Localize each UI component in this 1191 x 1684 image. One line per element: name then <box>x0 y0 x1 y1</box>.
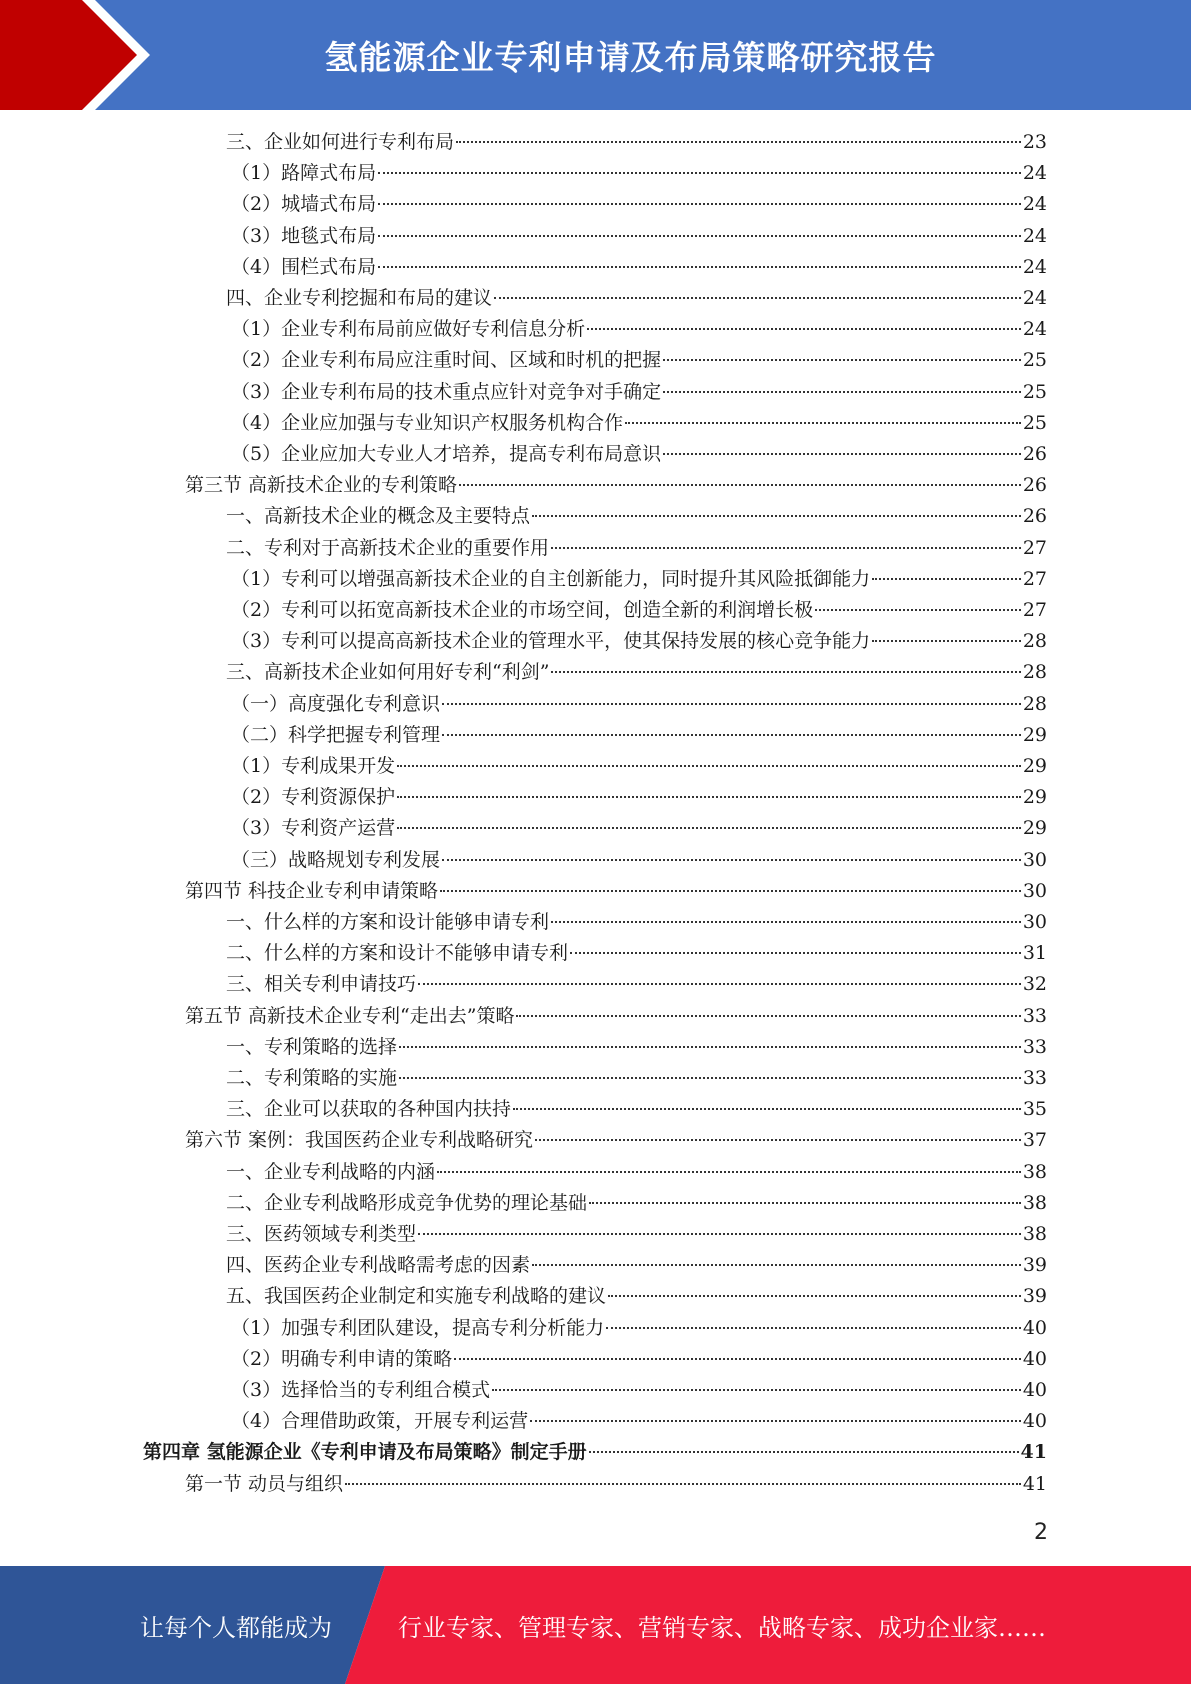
dot-leader <box>663 453 1021 455</box>
toc-entry-page: 29 <box>1022 817 1047 840</box>
toc-entry-title: 二、专利对于高新技术企业的重要作用 <box>226 536 550 559</box>
dot-leader <box>587 328 1021 330</box>
toc-entry-title: 三、相关专利申请技巧 <box>226 973 417 996</box>
toc-entry-title: （3）地毯式布局 <box>231 224 377 247</box>
toc-entry-title: （2）明确专利申请的策略 <box>231 1347 453 1370</box>
toc-entry-title: 第三节 高新技术企业的专利策略 <box>185 474 458 497</box>
dot-leader <box>551 547 1021 549</box>
toc-entry[interactable] <box>231 377 1047 408</box>
dot-leader <box>399 1046 1021 1048</box>
dot-leader <box>663 359 1021 361</box>
toc-entry-page: 24 <box>1022 162 1047 185</box>
toc-entry-title: 二、专利策略的实施 <box>226 1067 398 1089</box>
dot-leader <box>345 1483 1021 1485</box>
toc-entry-page: 38 <box>1022 1223 1047 1245</box>
dot-leader <box>551 671 1020 673</box>
dot-leader <box>872 578 1021 580</box>
toc-entry-title: （三）战略规划专利发展 <box>231 848 441 871</box>
toc-entry[interactable] <box>226 1250 1047 1281</box>
toc-entry[interactable] <box>185 1001 1047 1032</box>
toc-entry-page: 23 <box>1022 131 1047 153</box>
toc-entry-title: 第四节 科技企业专利申请策略 <box>185 879 439 902</box>
dot-leader <box>378 235 1021 237</box>
toc-entry-page: 26 <box>1022 443 1047 465</box>
dot-leader <box>532 515 1021 517</box>
toc-entry-title: （3）专利可以提高高新技术企业的管理水平，使其保持发展的核心竞争能力 <box>231 630 871 653</box>
dot-leader <box>532 1264 1021 1266</box>
toc-entry[interactable] <box>185 1469 1047 1500</box>
toc-entry-title: （2）城墙式布局 <box>231 193 377 216</box>
toc-entry[interactable] <box>231 720 1047 751</box>
toc-entry[interactable] <box>231 689 1047 720</box>
dot-leader <box>608 1295 1021 1297</box>
dot-leader <box>399 1077 1021 1079</box>
dot-leader <box>442 859 1021 861</box>
toc-entry-title: （3）企业专利布局的技术重点应针对竞争对手确定 <box>231 380 662 403</box>
dot-leader <box>516 1015 1020 1017</box>
toc-entry-title: （2）专利可以拓宽高新技术企业的市场空间，创造全新的利润增长极 <box>231 599 814 621</box>
toc-entry[interactable] <box>226 1032 1047 1063</box>
toc-entry[interactable] <box>231 595 1047 626</box>
toc-entry-page: 35 <box>1022 1098 1047 1121</box>
toc-entry[interactable] <box>226 1157 1047 1188</box>
toc-entry-title: 二、什么样的方案和设计不能够申请专利 <box>226 942 569 965</box>
toc-entry-title: （1）专利成果开发 <box>231 755 396 777</box>
toc-entry-page: 33 <box>1022 1004 1047 1027</box>
dot-leader <box>378 172 1021 174</box>
toc-entry-page: 28 <box>1022 630 1047 653</box>
toc-entry[interactable] <box>185 1125 1047 1156</box>
toc-entry-title: 四、医药企业专利战略需考虑的因素 <box>226 1254 531 1277</box>
toc-entry-page: 25 <box>1022 380 1047 403</box>
dot-leader <box>535 1139 1021 1141</box>
dot-leader <box>418 1233 1021 1235</box>
toc-entry[interactable] <box>231 345 1047 376</box>
toc-entry-page: 38 <box>1022 1160 1047 1183</box>
toc-entry[interactable] <box>231 221 1047 252</box>
toc-entry-title: 三、企业如何进行专利布局 <box>226 131 455 153</box>
toc-entry-title: （4）围栏式布局 <box>231 255 377 278</box>
dot-leader <box>397 827 1021 829</box>
toc-entry-page: 29 <box>1022 786 1047 809</box>
toc-entry[interactable] <box>231 252 1047 283</box>
toc-entry-page: 24 <box>1022 318 1047 341</box>
toc-entry-title: 三、高新技术企业如何用好专利“利剑” <box>226 661 550 684</box>
toc-entry-page: 39 <box>1022 1285 1047 1308</box>
toc-entry[interactable] <box>143 1437 1047 1468</box>
toc-entry[interactable] <box>231 408 1047 439</box>
toc-entry-page: 32 <box>1022 973 1047 996</box>
toc-entry-page: 24 <box>1022 224 1047 247</box>
dot-leader <box>570 952 1021 954</box>
toc-entry-page: 24 <box>1022 287 1047 309</box>
toc-entry[interactable] <box>226 1219 1047 1250</box>
toc-entry-title: 五、我国医药企业制定和实施专利战略的建议 <box>226 1285 607 1308</box>
toc-entry[interactable] <box>231 189 1047 220</box>
toc-entry[interactable] <box>231 1375 1047 1406</box>
dot-leader <box>530 1420 1021 1422</box>
toc-entry-title: 一、专利策略的选择 <box>226 1035 398 1058</box>
toc-entry-page: 26 <box>1022 505 1047 528</box>
toc-entry-page: 30 <box>1022 848 1047 871</box>
toc-entry-page: 24 <box>1022 255 1047 278</box>
dot-leader <box>456 141 1021 143</box>
toc-entry-page: 29 <box>1022 723 1047 746</box>
toc-entry-page: 29 <box>1022 755 1047 777</box>
toc-entry-page: 26 <box>1022 474 1047 497</box>
toc-entry[interactable] <box>231 1344 1047 1375</box>
footer-slogan-left: 让每个人都能成为 <box>140 1613 332 1642</box>
toc-entry-title: （4）企业应加强与专业知识产权服务机构合作 <box>231 411 624 434</box>
toc-entry[interactable] <box>231 813 1047 844</box>
toc-entry-title: （2）企业专利布局应注重时间、区域和时机的把握 <box>231 349 662 372</box>
dot-leader <box>872 640 1021 642</box>
toc-entry-page: 40 <box>1022 1379 1047 1401</box>
toc-entry-title: （1）路障式布局 <box>231 162 377 185</box>
toc-entry[interactable] <box>231 158 1047 189</box>
toc-entry-title: （3）专利资产运营 <box>231 817 396 840</box>
dot-leader <box>437 1171 1021 1173</box>
toc-entry-title: （3）选择恰当的专利组合模式 <box>231 1379 491 1401</box>
toc-entry[interactable] <box>226 907 1047 938</box>
toc-entry-page: 33 <box>1022 1035 1047 1058</box>
chevron-arrow-icon <box>0 0 160 110</box>
toc-entry-title: 二、企业专利战略形成竞争优势的理论基础 <box>226 1191 588 1214</box>
toc-entry-title: 一、企业专利战略的内涵 <box>226 1160 436 1183</box>
toc-entry[interactable] <box>226 1188 1047 1219</box>
toc-entry-page: 40 <box>1022 1410 1047 1433</box>
toc-entry-title: 第五节 高新技术企业专利“走出去”策略 <box>185 1004 515 1027</box>
toc-entry[interactable] <box>226 1063 1047 1094</box>
toc-entry[interactable] <box>226 969 1047 1000</box>
toc-entry-page: 33 <box>1022 1067 1047 1089</box>
toc-entry[interactable] <box>231 782 1047 813</box>
dot-leader <box>625 422 1021 424</box>
dot-leader <box>815 609 1021 611</box>
dot-leader <box>442 703 1021 705</box>
toc-entry-title: 第一节 动员与组织 <box>185 1472 344 1495</box>
dot-leader <box>397 765 1021 767</box>
toc-entry-page: 25 <box>1022 349 1047 372</box>
toc-entry-title: 四、企业专利挖掘和布局的建议 <box>226 287 493 309</box>
toc-entry-page: 40 <box>1022 1347 1047 1370</box>
toc-entry-title: （1）专利可以增强高新技术企业的自主创新能力，同时提升其风险抵御能力 <box>231 567 871 590</box>
toc-entry-page: 38 <box>1022 1191 1047 1214</box>
toc-entry[interactable] <box>226 533 1047 564</box>
toc-entry[interactable] <box>185 470 1047 501</box>
toc-entry[interactable] <box>226 501 1047 532</box>
toc-entry[interactable] <box>226 657 1047 688</box>
dot-leader <box>513 1108 1021 1110</box>
dot-leader <box>418 983 1021 985</box>
footer-band <box>0 1566 1191 1684</box>
dot-leader <box>492 1389 1021 1391</box>
toc-entry-title: （二）科学把握专利管理 <box>231 723 441 746</box>
toc-entry-title: 第六节 案例：我国医药企业专利战略研究 <box>185 1129 534 1152</box>
toc-entry[interactable] <box>226 127 1047 158</box>
toc-entry-page: 30 <box>1022 879 1047 902</box>
toc-entry[interactable] <box>226 938 1047 969</box>
toc-entry-title: 一、高新技术企业的概念及主要特点 <box>226 505 531 528</box>
dot-leader <box>551 921 1021 923</box>
toc-entry-title: （1）企业专利布局前应做好专利信息分析 <box>231 318 586 341</box>
toc-entry[interactable] <box>231 1406 1047 1437</box>
dot-leader <box>397 796 1021 798</box>
toc-entry[interactable] <box>226 1281 1047 1312</box>
dot-leader <box>442 734 1021 736</box>
toc-entry-page: 27 <box>1022 599 1047 621</box>
toc-entry-title: （5）企业应加大专业人才培养，提高专利布局意识 <box>231 443 662 465</box>
toc-entry[interactable] <box>231 564 1047 595</box>
toc-entry-page: 39 <box>1022 1254 1047 1277</box>
toc-entry-title: 一、什么样的方案和设计能够申请专利 <box>226 911 550 933</box>
toc-entry[interactable] <box>231 626 1047 657</box>
page-number: 2 <box>1034 1520 1048 1545</box>
toc-entry-page: 30 <box>1022 911 1047 933</box>
toc-entry-page: 28 <box>1022 692 1047 715</box>
toc-entry[interactable] <box>226 1094 1047 1125</box>
dot-leader <box>589 1202 1021 1204</box>
dot-leader <box>454 1358 1021 1360</box>
toc-entry-page: 28 <box>1022 661 1047 684</box>
toc-entry-page: 41 <box>1022 1472 1047 1495</box>
header-band <box>0 0 1191 110</box>
toc-entry[interactable] <box>231 1313 1047 1344</box>
toc-entry-title: （1）加强专利团队建设，提高专利分析能力 <box>231 1316 605 1339</box>
toc-entry[interactable] <box>231 845 1047 876</box>
toc-entry-page: 27 <box>1022 536 1047 559</box>
toc-entry[interactable] <box>231 314 1047 345</box>
toc-entry-page: 37 <box>1022 1129 1047 1152</box>
toc-entry[interactable] <box>185 876 1047 907</box>
toc-entry-page: 41 <box>1020 1441 1047 1464</box>
toc-entry-page: 24 <box>1022 193 1047 216</box>
dot-leader <box>378 203 1021 205</box>
toc-entry-title: 第四章 氢能源企业《专利申请及布局策略》制定手册 <box>143 1441 587 1464</box>
toc-entry-title: （4）合理借助政策，开展专利运营 <box>231 1410 529 1433</box>
dot-leader <box>378 266 1021 268</box>
dot-leader <box>459 484 1021 486</box>
toc-entry[interactable] <box>226 283 1047 314</box>
toc-entry-page: 31 <box>1022 942 1047 965</box>
dot-leader <box>494 297 1021 299</box>
footer-slogan-right: 行业专家、管理专家、营销专家、战略专家、成功企业家…… <box>398 1613 1046 1642</box>
toc-entry[interactable] <box>231 751 1047 782</box>
toc-entry-title: 三、企业可以获取的各种国内扶持 <box>226 1098 512 1121</box>
dot-leader <box>663 391 1021 393</box>
toc-entry-page: 25 <box>1022 411 1047 434</box>
toc-entry-page: 27 <box>1022 567 1047 590</box>
toc-entry-title: 三、医药领域专利类型 <box>226 1223 417 1245</box>
document-title: 氢能源企业专利申请及布局策略研究报告 <box>324 37 937 77</box>
toc-entry[interactable] <box>231 439 1047 470</box>
toc-entry-title: （2）专利资源保护 <box>231 786 396 809</box>
toc-entry-page: 40 <box>1022 1316 1047 1339</box>
dot-leader <box>440 890 1021 892</box>
toc-entry-title: （一）高度强化专利意识 <box>231 692 441 715</box>
dot-leader <box>589 1451 1019 1453</box>
dot-leader <box>606 1327 1021 1329</box>
